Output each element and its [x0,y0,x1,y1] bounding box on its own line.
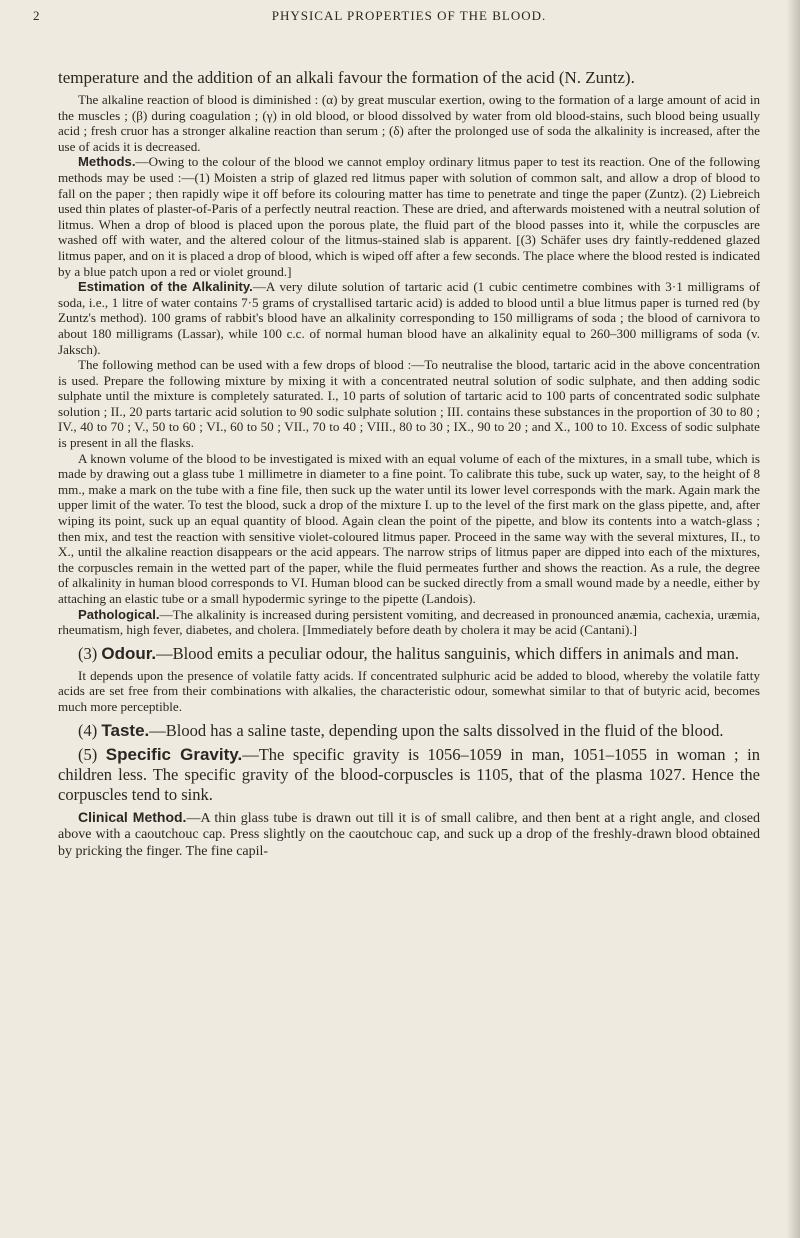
methods-text: —Owing to the colour of the blood we cannot employ ordinary litmus paper to test its reaction. One of the following methods may be used :—(1) Moisten a strip of glazed red litmus paper with solution of common salt, and allow a drop of blood to fall on the paper ; then rapidly wipe it off before its colouring matter has time to penetrate and tinge the paper (Zuntz). (2) Liebreich used thin plates of plaster-of-Paris of a perfectly neutral reaction. These are dried, and afterwards moistened with a neutral solution of litmus. When a drop of blood is placed upon the porous plate, the fluid part of the blood passes into it, while the corpuscles are washed off with water, and the altered colour of the litmus-stained slab is apparent. [(3) Schäfer uses dry faintly-reddened glazed litmus paper, and on it is placed a drop of blood, which is wiped off after a few seconds. The place where the blood rested is indicated by a blue patch upon a red or violet ground.] [58,154,760,279]
taste-paragraph [58,721,760,741]
odour-text: —Blood emits a peculiar odour, the halitus sanguinis, which differs in animals and man. [156,643,739,663]
taste-number: (4) [78,720,98,740]
pathological-text: —The alkalinity is increased during persistent vomiting, and decreased in pronounced anæmia, cachexia, uræmia, rheumatism, high fever, diabetes, and cholera. [Immediately before death by cholera it may be acid (Cantani).] [58,606,760,638]
odour-paragraph [58,644,760,664]
pathological-heading: Pathological. [78,606,160,622]
alkaline-reaction-paragraph: The alkaline reaction of blood is diminished : (α) by great muscular exertion, owing to the formation of a large amount of acid in the muscles ; (β) during coagulation ; (γ) in old blood, or blood dissolved by water from old blood-stains, such blood being usually acid ; fresh cruor has a stronger alkaline reaction than serum ; (δ) after the prolonged use of soda the alkalinity is increased, after the use of acids it is decreased. [58,92,760,154]
clinical-text: —A thin glass tube is drawn out till it is of small calibre, and then bent at a right angle, and closed above with a caoutchouc cap. Press slightly on the caoutchouc cap, and suck up a drop of the freshly-drawn blood obtained by pricking the finger. The fine capil- [58,810,760,859]
page-number: 2 [33,8,41,23]
gravity-paragraph [58,745,760,805]
clinical-method-paragraph [58,809,760,861]
gravity-heading: Specific Gravity. [105,744,243,764]
page-edge-shadow [786,0,800,1238]
intro-line: temperature and the addition of an alkali favour the formation of the acid (N. Zuntz). [58,68,635,87]
taste-heading: Taste. [101,720,150,740]
estimation-paragraph [58,279,760,357]
clinical-heading: Clinical Method. [78,808,187,825]
gravity-number: (5) [78,744,98,764]
pathological-paragraph [58,607,760,638]
odour-detail-paragraph: It depends upon the presence of volatile fatty acids. If concentrated sulphuric acid be added to blood, whereby the volatile fatty acids are set free from their combinations with alkalies, the characteristic odour, somewhat similar to that of butyric acid, becomes much more perceptible. [58,667,760,714]
taste-text: —Blood has a saline taste, depending upon the salts dissolved in the fluid of the blood. [149,720,724,740]
estimation-text: —A very dilute solution of tartaric acid (1 cubic centimetre combines with 3·1 milligrams of soda, i.e., 1 litre of water contains 7·5 grams of crystallised tartaric acid) is added to blood until a blue litmus paper is turned red (by Zuntz's method). 100 grams of rabbit's blood have an alkalinity corresponding to 150 milligrams of soda ; the blood of carnivora to about 180 milligrams (Lassar), while 100 c.c. of normal human blood have an alkalinity equal to 260–300 milligrams of soda (v. Jaksch). [58,279,760,357]
estimation-heading: Estimation of the Alkalinity. [78,279,253,295]
gravity-text: —The specific gravity is 1056–1059 in man, 1051–1055 in woman ; in children less. The specific gravity of the blood-corpuscles is 1105, that of the plasma 1027. Hence the corpuscles tend to sink. [58,744,761,804]
methods-heading: Methods. [78,154,136,170]
methods-paragraph [58,154,760,279]
running-header [33,8,760,34]
odour-heading: Odour. [101,643,157,663]
following-method-paragraph: The following method can be used with a few drops of blood :—To neutralise the blood, tartaric acid in the above concentration is used. Prepare the following mixture by mixing it with a concentrated neutral solution of sodic sulphate, and then adding sodic sulphate until the mixture is completely saturated. I., 10 parts of solution of tartaric acid to 100 parts of concentrated sodic sulphate solution ; II., 20 parts tartaric acid solution to 90 sodic sulphate solution ; III. contains these substances in the proportion of 30 to 80 ; IV., 40 to 70 ; V., 50 to 60 ; VI., 60 to 50 ; VII., 70 to 40 ; VIII., 80 to 30 ; IX., 90 to 20 ; and X., 100 to 10. Excess of sodic sulphate is present in all the flasks. [58,357,760,451]
known-volume-paragraph: A known volume of the blood to be investigated is mixed with an equal volume of each of the mixtures, in a small tube, which is made by drawing out a glass tube 1 millimetre in diameter to a fine point. To calibrate this tube, suck up water, say, to the height of 8 mm., make a mark on the tube with a fine file, then suck up the water until its lower level corresponds with the mark. Again mark the upper limit of the water. To test the blood, suck a drop of the mixture I. up to the level of the first mark on the glass pipette, and, after wiping its point, suck up an equal quantity of blood. Again clean the point of the pipette, and blow its contents into a watch-glass ; then mix, and test the reaction with sensitive violet-coloured litmus paper. Proceed in the same way with the several mixtures, II., to X., until the alkaline reaction disappears or the acid appears. The narrow strips of litmus paper are dipped into each of the mixtures, the corpuscles remain in the wetted part of the paper, while the fluid permeates further and shows the reaction. As a rule, the degree of alkalinity in human blood corresponds to VI. Human blood can be sucked directly from a small wound made by a needle, either by attaching an elastic tube or a small hypodermic syringe to the pipette (Landois). [58,450,760,606]
running-title: PHYSICAL PROPERTIES OF THE BLOOD. [271,8,547,23]
odour-number: (3) [78,643,98,663]
